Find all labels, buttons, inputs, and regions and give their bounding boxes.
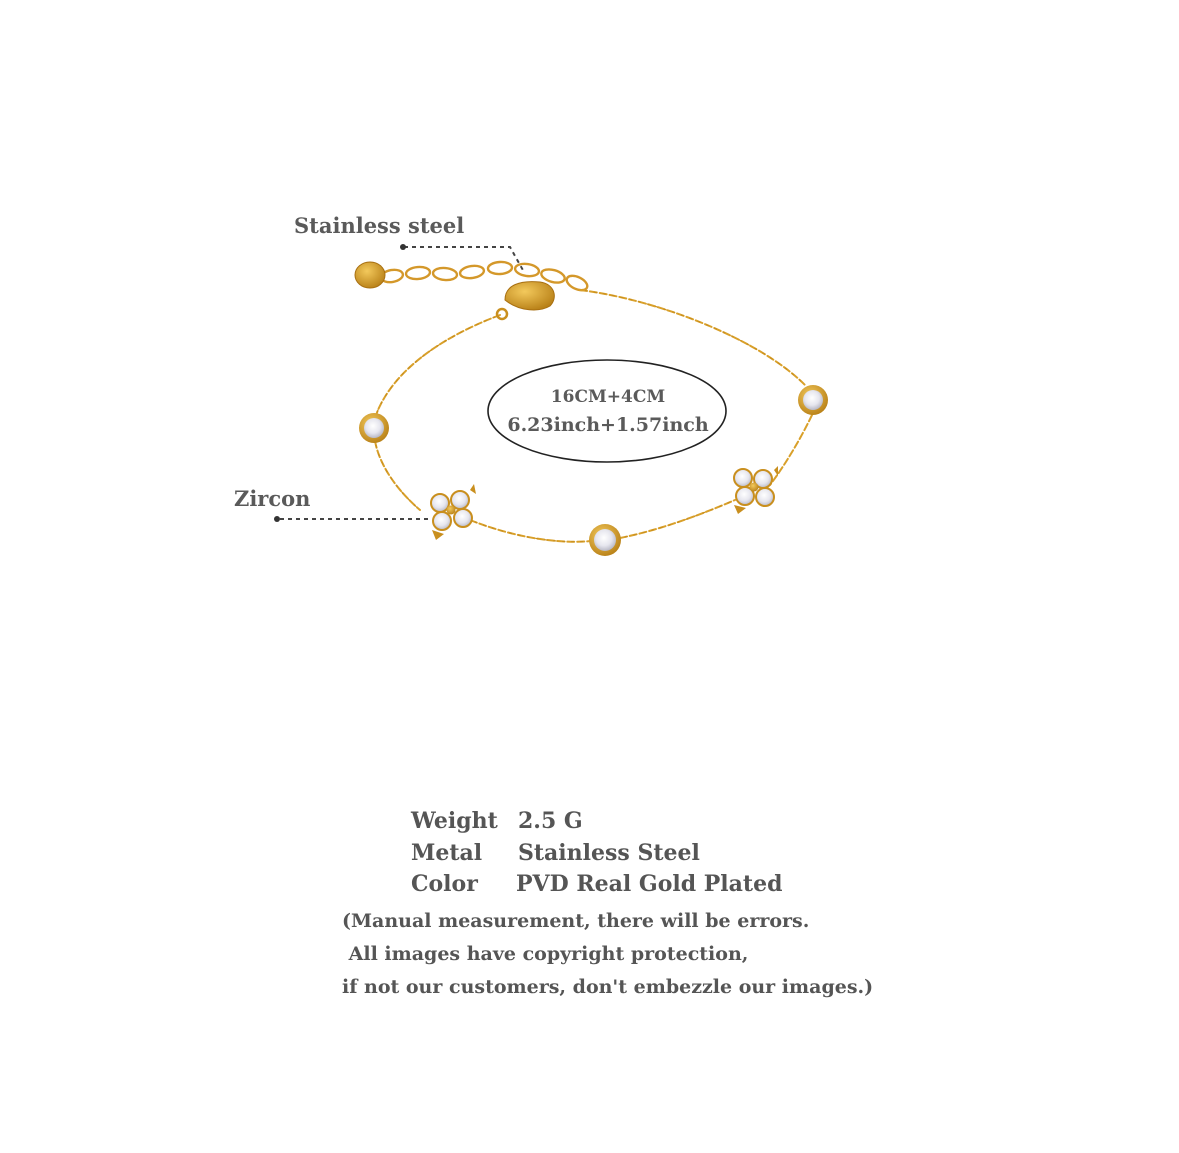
bezel-stone-right: [798, 385, 828, 415]
callout-label-zircon: Zircon: [234, 486, 311, 511]
flower-charm-left: [431, 484, 476, 540]
disclaimer-line-3: if not our customers, don't embezzle our images.): [342, 976, 874, 998]
bezel-stone-bottom: [589, 524, 621, 556]
spec-value: PVD Real Gold Plated: [516, 871, 783, 897]
size-badge-cm: 16CM+4CM: [550, 387, 666, 407]
size-badge-inch: 6.23inch+1.57inch: [507, 414, 709, 436]
flower-charm-right: [734, 466, 778, 514]
spec-key: Color: [411, 871, 478, 897]
spec-key: Weight: [411, 808, 498, 834]
spec-value: 2.5 G: [518, 808, 583, 834]
callout-dot-zircon: [274, 516, 280, 522]
callout-label-stainless-steel: Stainless steel: [294, 213, 465, 238]
disclaimer-line-1: (Manual measurement, there will be errors.: [342, 910, 810, 932]
bezel-stone-left: [359, 413, 389, 443]
tag-charm: [355, 262, 385, 288]
size-badge: [490, 383, 726, 439]
spec-value: Stainless Steel: [518, 840, 700, 866]
extender-chain: [380, 261, 589, 293]
disclaimer-line-2: All images have copyright protection,: [342, 943, 749, 965]
callout-dot-stainless: [400, 244, 406, 250]
lobster-clasp: [497, 282, 554, 319]
spec-key: Metal: [411, 840, 483, 866]
